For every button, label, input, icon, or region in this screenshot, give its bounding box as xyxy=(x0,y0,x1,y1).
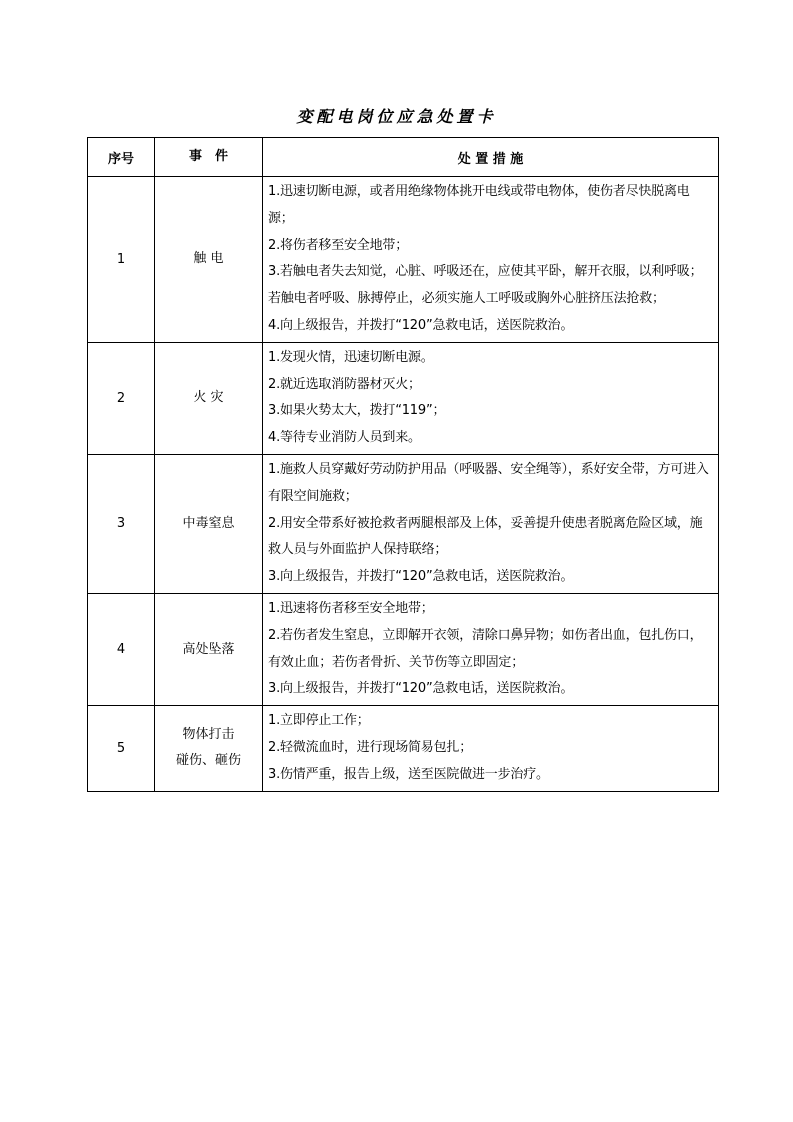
emergency-table xyxy=(87,137,719,792)
row-event xyxy=(155,706,263,791)
row-event xyxy=(155,593,263,705)
measure-item: 2.用安全带系好被抢救者两腿根部及上体，妥善提升使患者脱离危险区域，施救人员与外面监护人保持联络； xyxy=(268,515,703,558)
row-measures xyxy=(263,593,719,705)
row-number: 4 xyxy=(88,593,155,705)
header-event: 事 件 xyxy=(155,138,263,177)
measure-item: 3.向上级报告，并拨打“120”急救电话，送医院救治。 xyxy=(268,681,574,697)
table-row xyxy=(88,593,719,705)
table-row xyxy=(88,342,719,454)
table-header-row xyxy=(88,138,719,177)
row-event xyxy=(155,177,263,343)
page-title: 变配电岗位应急处置卡 xyxy=(296,107,497,126)
measure-item: 2.将伤者移至安全地带； xyxy=(268,237,409,253)
measure-item: 2.就近选取消防器材灭火； xyxy=(268,376,421,392)
measure-item: 4.向上级报告，并拨打“120”急救电话，送医院救治。 xyxy=(268,317,574,333)
row-measures xyxy=(263,342,719,454)
measure-item: 3.伤情严重，报告上级，送至医院做进一步治疗。 xyxy=(268,766,549,782)
measure-item: 3.若触电者失去知觉，心脏、呼吸还在，应使其平卧，解开衣服，以利呼吸；若触电者呼吸、脉搏停止，必须实施人工呼吸或胸外心脏挤压法抢救； xyxy=(268,264,703,307)
event-label: 高处坠落 xyxy=(182,641,235,657)
measure-item: 4.等待专业消防人员到来。 xyxy=(268,430,421,446)
measure-item: 3.向上级报告，并拨打“120”急救电话，送医院救治。 xyxy=(268,569,574,585)
header-measures: 处 置 措 施 xyxy=(263,138,719,177)
row-measures xyxy=(263,454,719,593)
measure-item: 2.轻微流血时，进行现场简易包扎； xyxy=(268,739,473,755)
row-measures xyxy=(263,706,719,791)
table-row xyxy=(88,454,719,593)
measure-item: 1.迅速切断电源，或者用绝缘物体挑开电线或带电物体，使伤者尽快脱离电源； xyxy=(268,184,690,226)
measure-item: 1.发现火情，迅速切断电源。 xyxy=(268,349,434,365)
event-label: 中毒窒息 xyxy=(182,515,235,531)
row-number: 2 xyxy=(88,342,155,454)
event-label: 火 灾 xyxy=(193,390,224,406)
row-number: 5 xyxy=(88,706,155,791)
event-label: 物体打击 xyxy=(182,727,235,743)
row-number: 1 xyxy=(88,177,155,343)
row-measures xyxy=(263,177,719,343)
measure-item: 1.施救人员穿戴好劳动防护用品（呼吸器、安全绳等），系好安全带，方可进入有限空间施救； xyxy=(268,461,709,504)
table-row xyxy=(88,177,719,343)
measure-item: 1.迅速将伤者移至安全地带； xyxy=(268,600,434,616)
row-event xyxy=(155,342,263,454)
row-event xyxy=(155,454,263,593)
event-label: 碰伤、砸伤 xyxy=(175,753,241,769)
event-label: 触 电 xyxy=(193,251,224,267)
header-no: 序号 xyxy=(88,138,155,177)
row-number: 3 xyxy=(88,454,155,593)
measure-item: 2.若伤者发生窒息，立即解开衣领，清除口鼻异物；如伤者出血，包扎伤口，有效止血；若伤者骨折、关节伤等立即固定； xyxy=(268,627,703,670)
measure-item: 3.如果火势太大，拨打“119”； xyxy=(268,403,446,419)
table-row xyxy=(88,706,719,791)
measure-item: 1.立即停止工作； xyxy=(268,713,370,729)
